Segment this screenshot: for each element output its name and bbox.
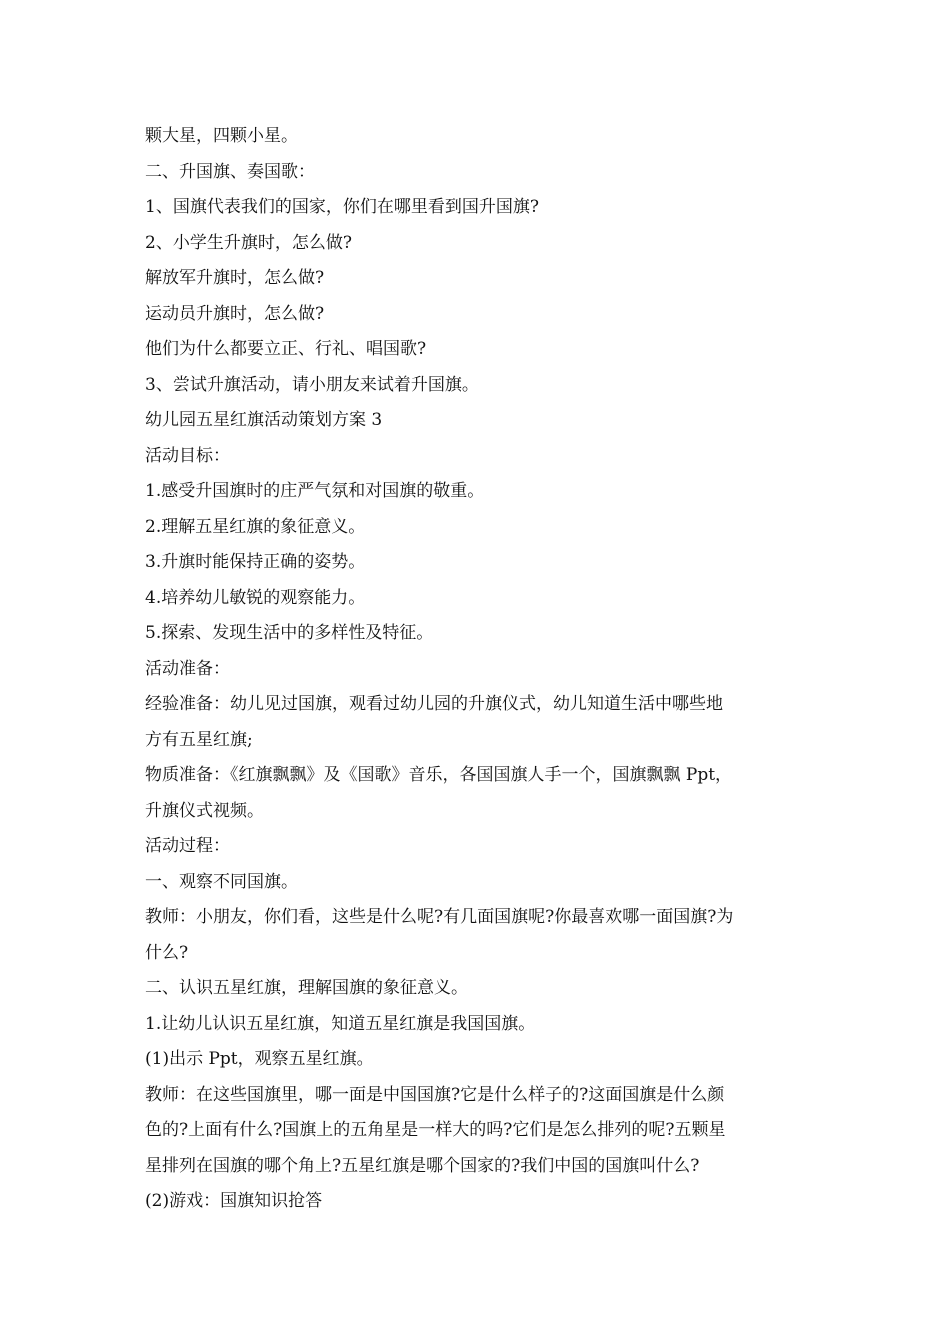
- list-item: 4.培养幼儿敏锐的观察能力。: [145, 587, 366, 608]
- subsection-heading: 二、认识五星红旗，理解国旗的象征意义。: [145, 978, 468, 998]
- section-heading: 活动准备：: [145, 658, 230, 679]
- list-item: 2.理解五星红旗的象征意义。: [145, 516, 366, 537]
- text-line: 教师：在这些国旗里，哪一面是中国国旗?它是什么样子的?这面国旗是什么颜: [145, 1084, 725, 1105]
- text-line: 运动员升旗时，怎么做?: [145, 303, 325, 324]
- text-line: 颗大星，四颗小星。: [145, 126, 298, 146]
- text-line: 色的?上面有什么?国旗上的五角星是一样大的吗?它们是怎么排列的呢?五颗星: [145, 1120, 726, 1140]
- text-line: 3、尝试升旗活动，请小朋友来试着升国旗。: [145, 374, 479, 395]
- list-item: 1.感受升国旗时的庄严气氛和对国旗的敬重。: [145, 481, 485, 501]
- list-item: 5.探索、发现生活中的多样性及特征。: [145, 623, 434, 643]
- text-line: 什么?: [145, 942, 189, 963]
- text-line: 1、国旗代表我们的国家，你们在哪里看到国升国旗?: [145, 197, 539, 217]
- list-item: (1)出示 Ppt，观察五星红旗。: [145, 1049, 374, 1069]
- text-line: 经验准备：幼儿见过国旗，观看过幼儿园的升旗仪式，幼儿知道生活中哪些地: [145, 694, 723, 714]
- document-body: [145, 119, 810, 1220]
- section-heading: 活动目标：: [145, 445, 230, 466]
- list-item: 3.升旗时能保持正确的姿势。: [145, 552, 366, 572]
- text-line: 他们为什么都要立正、行礼、唱国歌?: [145, 339, 427, 359]
- text-line: 教师：小朋友，你们看，这些是什么呢?有几面国旗呢?你最喜欢哪一面国旗?为: [145, 907, 734, 927]
- section-heading: 二、升国旗、奏国歌：: [145, 161, 315, 182]
- text-line: 升旗仪式视频。: [145, 800, 264, 821]
- list-item: (2)游戏：国旗知识抢答: [145, 1191, 323, 1211]
- text-line: 星排列在国旗的哪个角上?五星红旗是哪个国家的?我们中国的国旗叫什么?: [145, 1155, 700, 1176]
- subsection-heading: 一、观察不同国旗。: [145, 871, 298, 892]
- list-item: 1.让幼儿认识五星红旗，知道五星红旗是我国国旗。: [145, 1013, 536, 1034]
- text-line: 物质准备：《红旗飘飘》及《国歌》音乐，各国国旗人手一个，国旗飘飘 Ppt，: [145, 765, 733, 785]
- text-line: 2、小学生升旗时，怎么做?: [145, 232, 352, 253]
- plan-title: 幼儿园五星红旗活动策划方案 3: [145, 410, 383, 430]
- text-line: 方有五星红旗;: [145, 729, 253, 750]
- text-line: 解放军升旗时，怎么做?: [145, 268, 325, 288]
- section-heading: 活动过程：: [145, 836, 230, 856]
